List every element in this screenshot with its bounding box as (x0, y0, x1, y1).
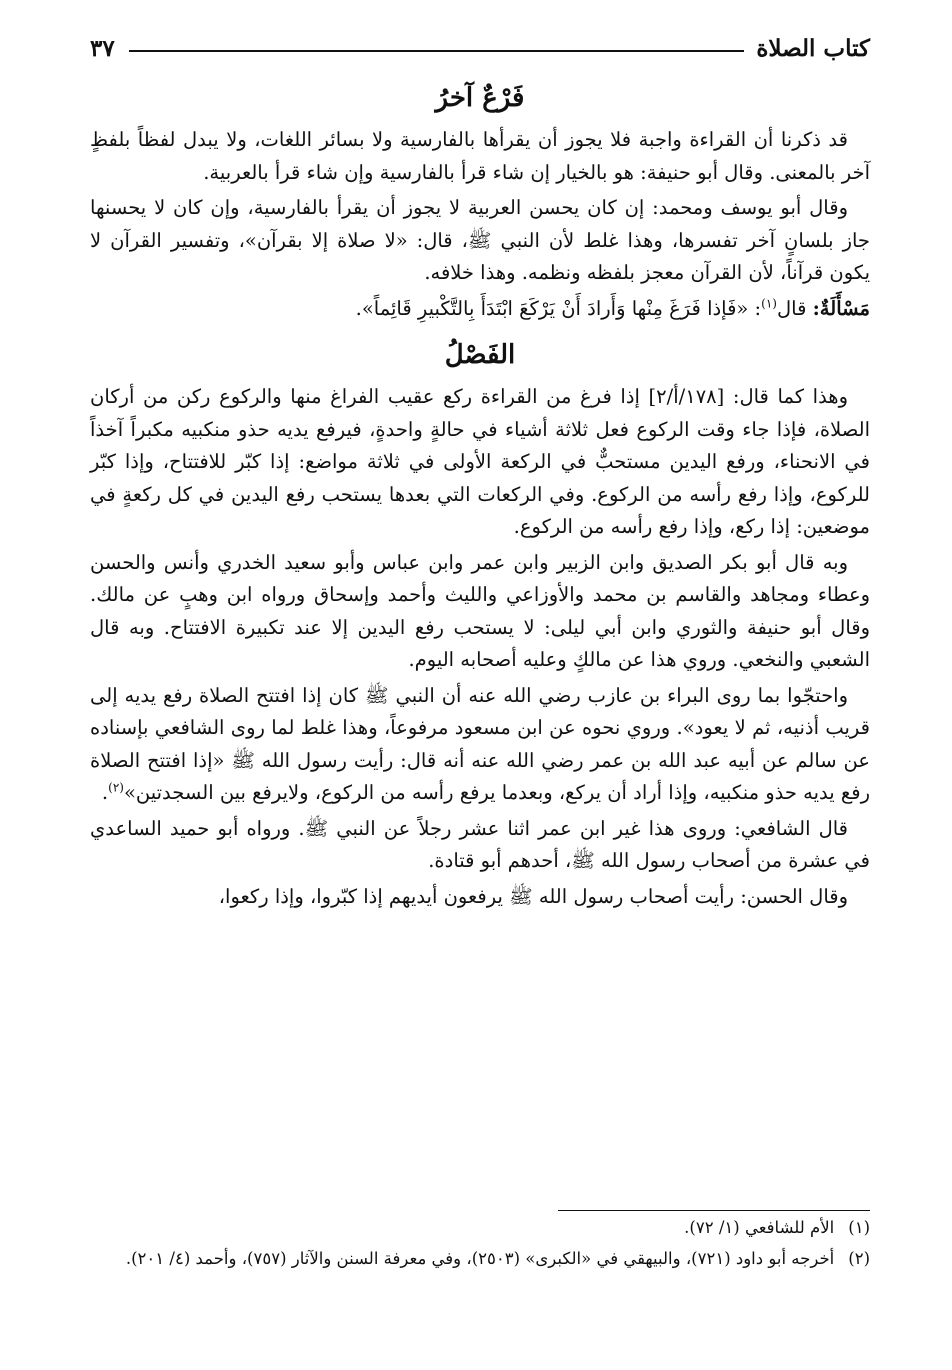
paragraph-5 (90, 680, 870, 810)
paragraph-2: وقال أبو يوسف ومحمد: إن كان يحسن العربية لا يجوز أن يقرأ بالفارسية، وإن كان لا يحسنها جاز بلسانٍ آخر تفسرها، وهذا غلط لأن النبي ﷺ، قال: «لا صلاة إلا بقرآن»، وتفسير القرآن لا يكون قرآناً، لأن القرآن معجز بلفظه ونظمه. وهذا خلافه. (90, 196, 870, 284)
paragraph-5-closing: . (101, 781, 109, 804)
footnote-ref-2[interactable]: (٢) (108, 780, 124, 795)
running-header (90, 28, 870, 68)
masala-paragraph (90, 293, 870, 326)
footnotes (90, 1214, 870, 1276)
book-title: كتاب الصلاة (756, 34, 870, 62)
masala-text-before: قال (776, 296, 813, 320)
masala-text-after: : «فَإذا فَرَغَ مِنْها وَأَرادَ أَنْ يَرْكَعَ ابْتَدَأَ بِالتَّكْبيرِ قَائِماً». (355, 296, 762, 320)
header-rule (129, 50, 745, 52)
footnote-2 (90, 1245, 870, 1272)
page-number: ٣٧ (90, 34, 115, 62)
section-heading-far: فَرْعٌ آخرُ (435, 83, 525, 113)
masala-lead: مَسْأَلَةٌ: (812, 296, 870, 320)
paragraph-1: قد ذكرنا أن القراءة واجبة فلا يجوز أن يقرأها بالفارسية ولا بسائر اللغات، ولا يبدل لفظاً بلفظٍ آخر بالمعنى. وقال أبو حنيفة: هو بالخيار إن شاء قرأ بالفارسية وإن شاء قرأ بالعربية. (90, 128, 870, 184)
footnote-number: (١) (848, 1218, 870, 1237)
footnote-text: أخرجه أبو داود (٧٢١)، والبيهقي في «الكبرى» (٢٥٠٣)، وفي معرفة السنن والآثار (٧٥٧)، وأحمد (٤/ ٢٠١). (125, 1249, 835, 1268)
paragraph-3: وهذا كما قال: [١٧٨/أ/٢] إذا فرغ من القراءة ركع عقيب الفراغ منها والركوع ركن من أركان الصلاة، فإذا جاء وقت الركوع فعل ثلاثة أشياء في حالةٍ واحدةٍ، فيرفع يديه حذو منكبيه مكبراً آخذاً في الانحناء، ورفع اليدين مستحبٌّ في الركعة الأولى في ثلاثة مواضع: إذا كبّر للافتتاح، وإذا كبّر للركوع، وإذا رفع رأسه من الركوع. وفي الركعات التي بعدها يستحب رفع اليدين في كل ركعةٍ في موضعين: إذا ركع، وإذا رفع رأسه من الركوع. (90, 385, 870, 538)
footnote-1 (90, 1214, 870, 1241)
paragraph-5-text: واحتجّوا بما روى البراء بن عازب رضي الله عنه أن النبي ﷺ كان إذا افتتح الصلاة رفع يديه إلى قريب أذنيه، ثم لا يعود». وروي نحوه عن ابن مسعود مرفوعاً، وهذا غلط لما روى الشافعي بإسناده عن سالم عن أبيه عبد الله بن عمر رضي الله عنه أنه قال: رأيت رسول الله ﷺ «إذا افتتح الصلاة رفع يديه حذو منكبيه، وإذا أراد أن يركع، وبعدما يرفع رأسه من الركوع، ولايرفع بين السجدتين» (90, 683, 870, 804)
paragraph-6: قال الشافعي: وروى هذا غير ابن عمر اثنا عشر رجلاً عن النبي ﷺ. ورواه أبو حميد الساعدي في عشرة من أصحاب رسول الله ﷺ، أحدهم أبو قتادة. (90, 816, 870, 872)
paragraph-7: وقال الحسن: رأيت أصحاب رسول الله ﷺ يرفعون أيديهم إذا كبّروا، وإذا ركعوا، (218, 884, 848, 908)
footnote-rule (558, 1210, 870, 1211)
section-heading-fasl: الفَصْلُ (444, 340, 516, 370)
paragraph-4: وبه قال أبو بكر الصديق وابن الزبير وابن عمر وابن عباس وأبو سعيد الخدري وأنس والحسن وعطاء ومجاهد والقاسم بن محمد والأوزاعي والليث وأحمد وإسحاق ورواه ابن وهبٍ عن مالك. وقال أبو حنيفة والثوري وابن أبي ليلى: لا يستحب رفع اليدين إلا عند تكبيرة الافتتاح. وبه قال الشعبي والنخعي. وروي هذا عن مالكٍ وعليه أصحابه اليوم. (90, 550, 870, 671)
footnote-text: الأم للشافعي (١/ ٧٢). (684, 1218, 835, 1237)
page (90, 28, 870, 1268)
footnote-ref-1[interactable]: (١) (761, 296, 777, 310)
footnote-number: (٢) (848, 1249, 870, 1268)
